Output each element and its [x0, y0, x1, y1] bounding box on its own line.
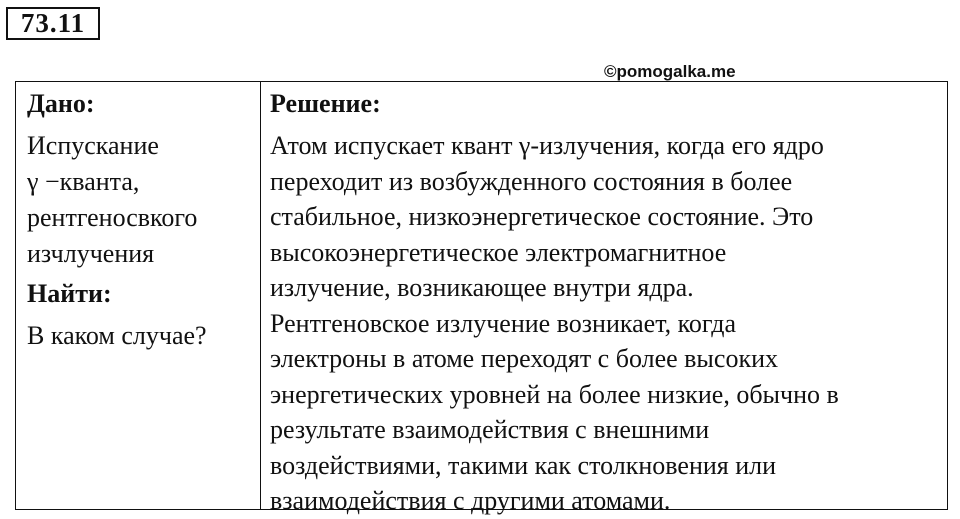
given-line: рентгеносвкого: [27, 203, 198, 232]
solution-line: стабильное, низкоэнергетическое состояние. Это: [270, 202, 814, 231]
solution-line: излучение, возникающее внутри ядра.: [270, 273, 694, 302]
solution-line: энергетических уровней на более низкие, обычно в: [270, 379, 839, 409]
solution-heading: Решение:: [270, 89, 381, 118]
solution-line: взаимодействия с другими атомами.: [270, 486, 671, 515]
solution-column: [270, 88, 942, 519]
given-line: изчлучения: [27, 239, 155, 268]
solution-text: [270, 128, 942, 519]
column-divider: [260, 82, 261, 509]
given-text: [27, 128, 255, 272]
solution-line: переходит из возбужденного состояния в более: [270, 166, 793, 196]
solution-line: электроны в атоме переходят с более высоких: [270, 344, 778, 373]
solution-line: Рентгеновское излучение возникает, когда: [270, 308, 737, 338]
find-text: В каком случае?: [27, 321, 207, 350]
solution-line: результате взаимодействия с внешними: [270, 415, 710, 444]
watermark: ©pomogalka.me: [604, 62, 736, 81]
solution-line: высокоэнергетическое электромагнитное: [270, 237, 727, 267]
solution-line: Атом испускает квант γ-излучения, когда его ядро: [270, 131, 824, 160]
given-heading: Дано:: [27, 89, 95, 118]
given-line: γ −кванта,: [27, 167, 140, 196]
given-line: Испускание: [27, 131, 159, 160]
given-column: [27, 88, 255, 352]
find-heading: Найти:: [27, 279, 112, 308]
problem-number: 73.11: [6, 7, 100, 40]
solution-line: воздействиями, такими как столкновения или: [270, 450, 777, 480]
solution-table: [15, 81, 948, 515]
